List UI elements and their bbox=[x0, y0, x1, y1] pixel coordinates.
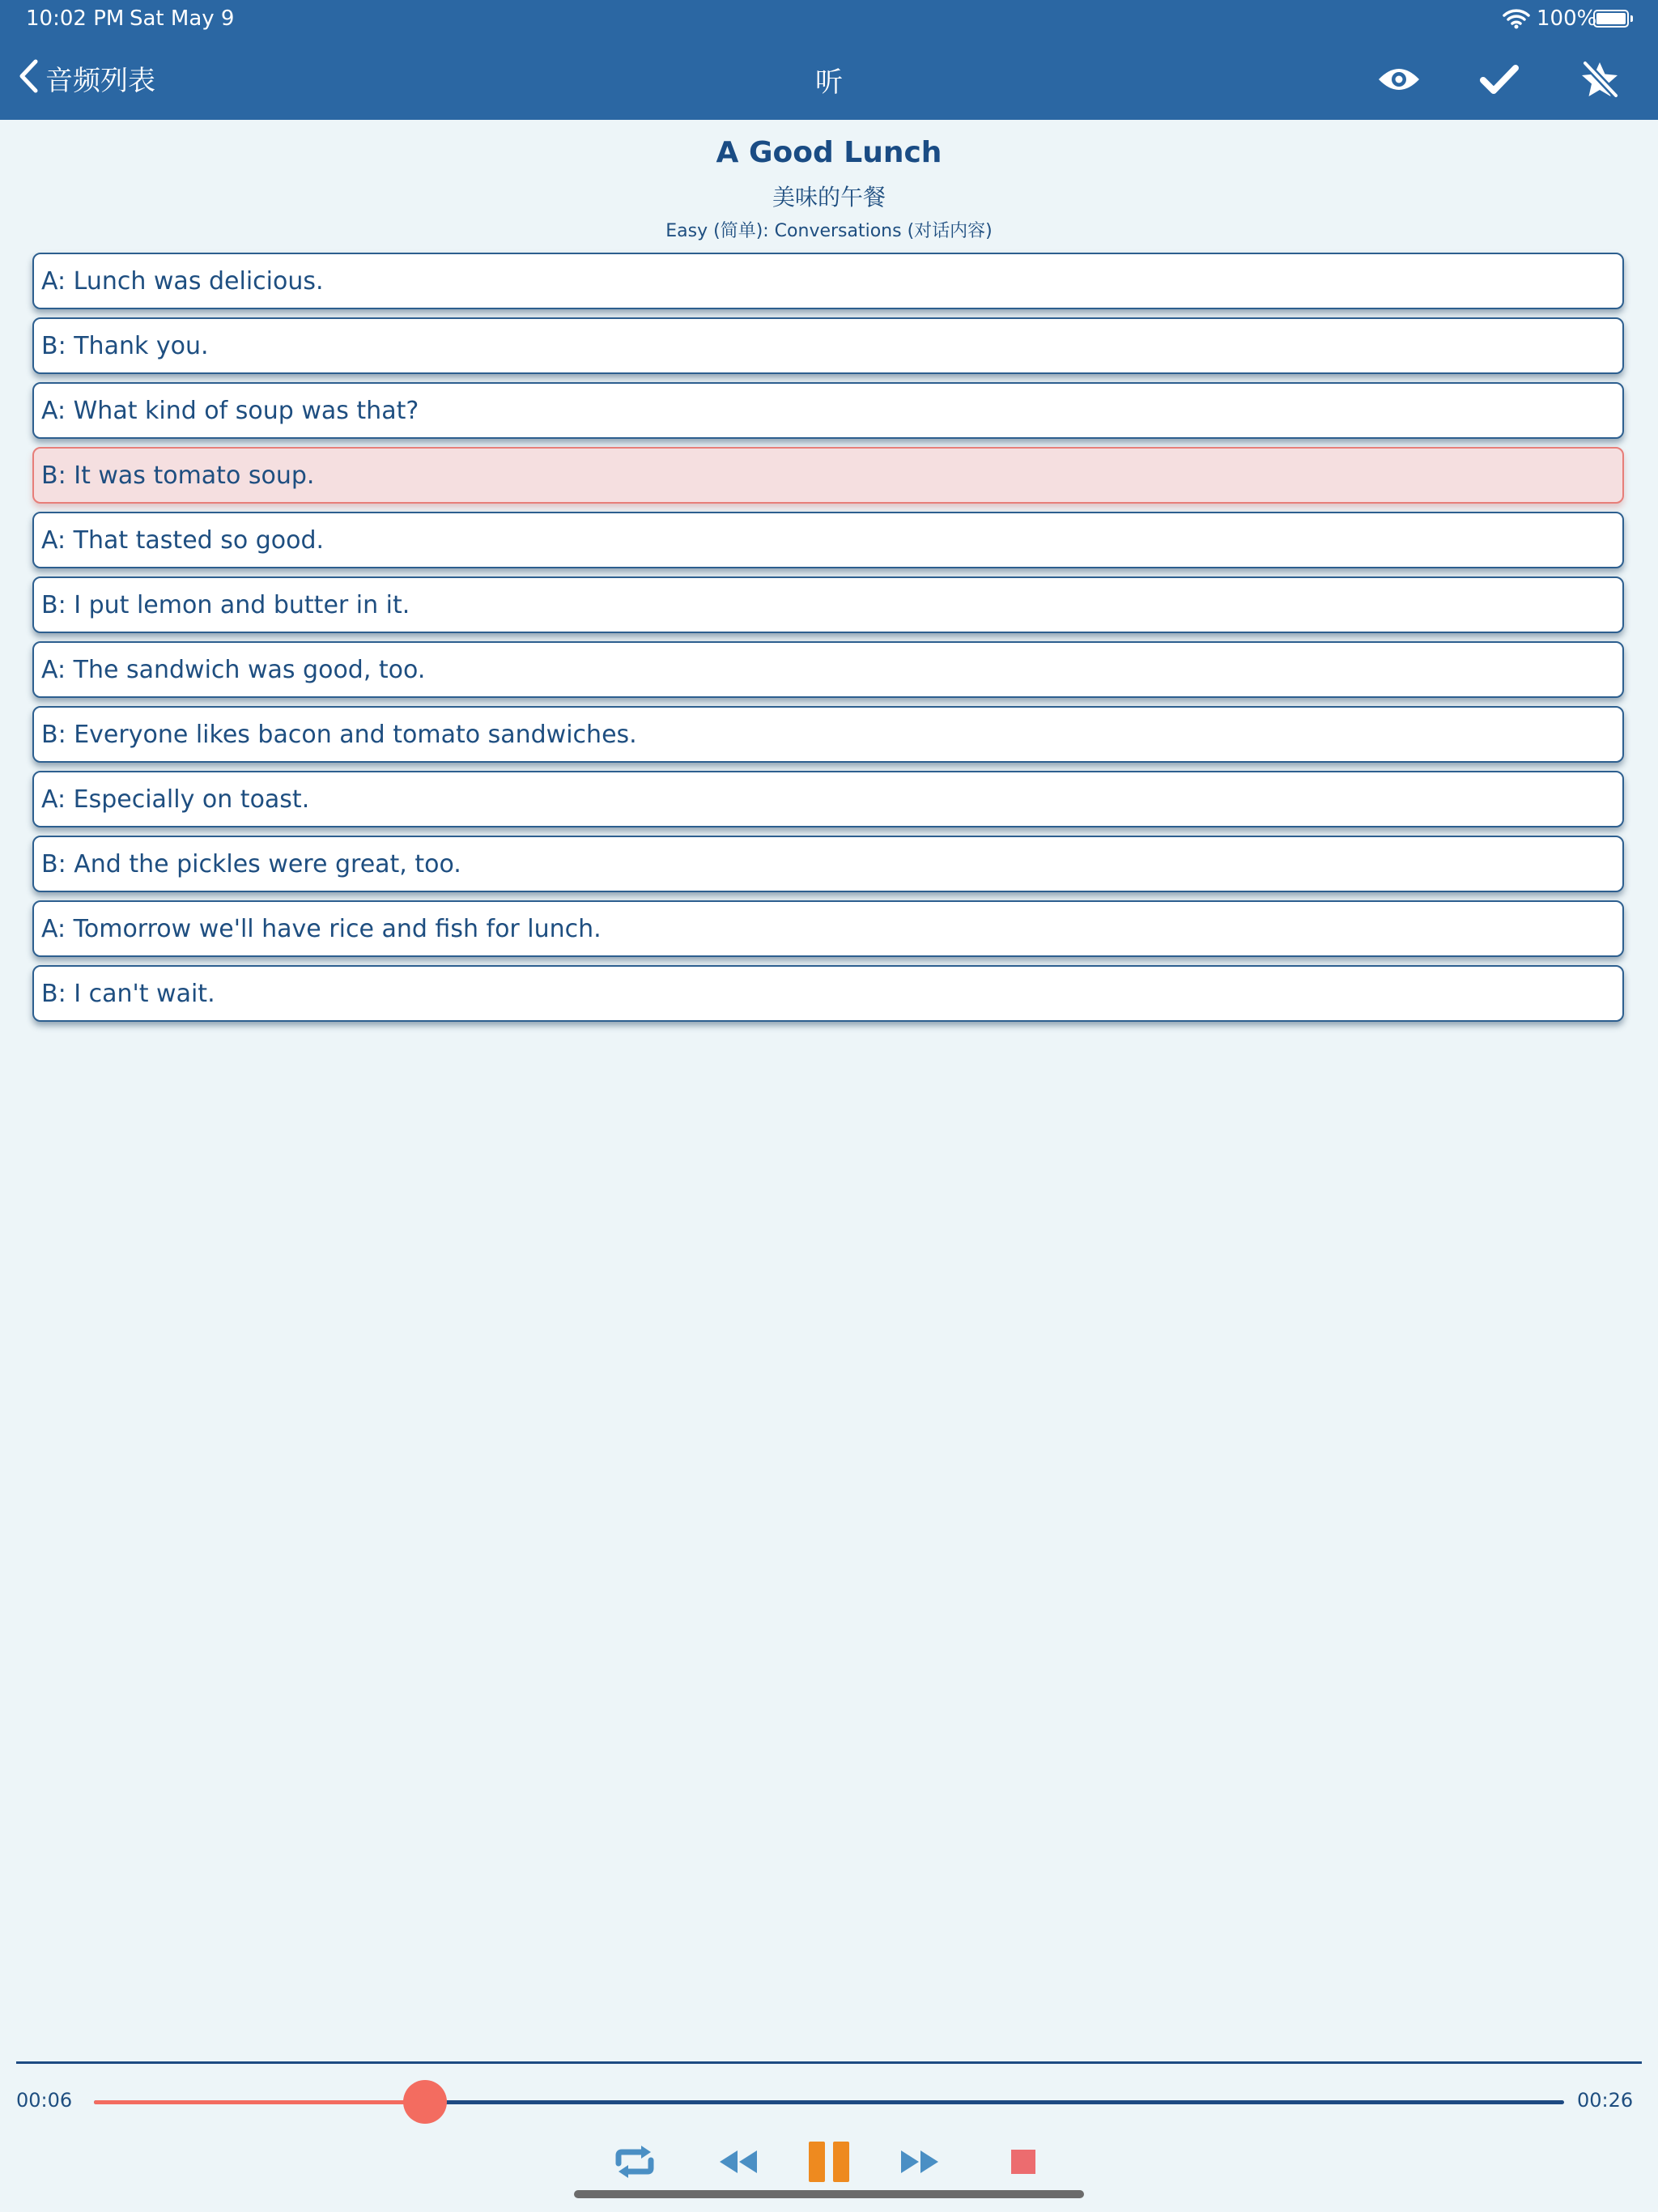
dialogue-line-text: A: Especially on toast. bbox=[41, 785, 310, 814]
fast-forward-icon[interactable] bbox=[897, 2138, 942, 2186]
dialogue-line-text: A: What kind of soup was that? bbox=[41, 396, 419, 425]
dialogue-line[interactable] bbox=[32, 706, 1624, 763]
status-time: 10:02 PM bbox=[26, 6, 125, 31]
navigation-bar bbox=[0, 0, 1658, 120]
checkmark-icon[interactable] bbox=[1475, 57, 1524, 102]
battery-percentage: 100% bbox=[1537, 6, 1597, 31]
dialogue-line-text: B: And the pickles were great, too. bbox=[41, 849, 461, 878]
dialogue-line[interactable] bbox=[32, 512, 1624, 568]
dialogue-line[interactable] bbox=[32, 576, 1624, 633]
rewind-icon[interactable] bbox=[716, 2138, 761, 2186]
dialogue-line[interactable] bbox=[32, 900, 1624, 957]
dialogue-line[interactable] bbox=[32, 771, 1624, 827]
status-date: Sat May 9 bbox=[130, 6, 235, 31]
progress-played bbox=[94, 2100, 425, 2104]
dialogue-line-text: B: Everyone likes bacon and tomato sandwiches. bbox=[41, 720, 637, 749]
player-divider bbox=[16, 2061, 1642, 2064]
wifi-icon bbox=[1503, 8, 1530, 32]
lesson-title: A Good Lunch bbox=[716, 136, 942, 169]
back-button-label: 音频列表 bbox=[45, 64, 155, 97]
dialogue-line[interactable] bbox=[32, 253, 1624, 309]
dialogue-line[interactable] bbox=[32, 641, 1624, 698]
dialogue-line-text: A: Tomorrow we'll have rice and fish for lunch. bbox=[41, 914, 602, 943]
page-title: 听 bbox=[815, 66, 843, 99]
dialogue-line-text: B: It was tomato soup. bbox=[41, 461, 315, 490]
progress-slider[interactable] bbox=[94, 2100, 1564, 2104]
dialogue-line[interactable] bbox=[32, 447, 1624, 504]
dialogue-line-text: A: Lunch was delicious. bbox=[41, 266, 324, 296]
battery-icon bbox=[1593, 10, 1629, 28]
pause-icon[interactable] bbox=[806, 2138, 852, 2186]
dialogue-line[interactable] bbox=[32, 965, 1624, 1022]
stop-icon[interactable] bbox=[1007, 2138, 1039, 2186]
home-indicator bbox=[574, 2190, 1084, 2198]
total-time: 00:26 bbox=[1577, 2089, 1634, 2112]
elapsed-time: 00:06 bbox=[16, 2089, 73, 2112]
dialogue-line[interactable] bbox=[32, 382, 1624, 439]
lesson-category: Easy (简单): Conversations (对话内容) bbox=[665, 221, 993, 241]
dialogue-line[interactable] bbox=[32, 317, 1624, 374]
eye-icon[interactable] bbox=[1375, 57, 1423, 102]
dialogue-line-text: B: I can't wait. bbox=[41, 979, 215, 1008]
lesson-subtitle: 美味的午餐 bbox=[772, 184, 886, 211]
dialogue-line-text: A: The sandwich was good, too. bbox=[41, 655, 426, 684]
progress-knob[interactable] bbox=[403, 2080, 447, 2124]
dialogue-line-text: B: I put lemon and butter in it. bbox=[41, 590, 410, 619]
repeat-icon[interactable] bbox=[609, 2138, 661, 2186]
dialogue-line[interactable] bbox=[32, 836, 1624, 892]
star-slash-icon[interactable] bbox=[1575, 57, 1624, 102]
dialogue-line-text: B: Thank you. bbox=[41, 331, 209, 360]
dialogue-line-text: A: That tasted so good. bbox=[41, 525, 325, 555]
